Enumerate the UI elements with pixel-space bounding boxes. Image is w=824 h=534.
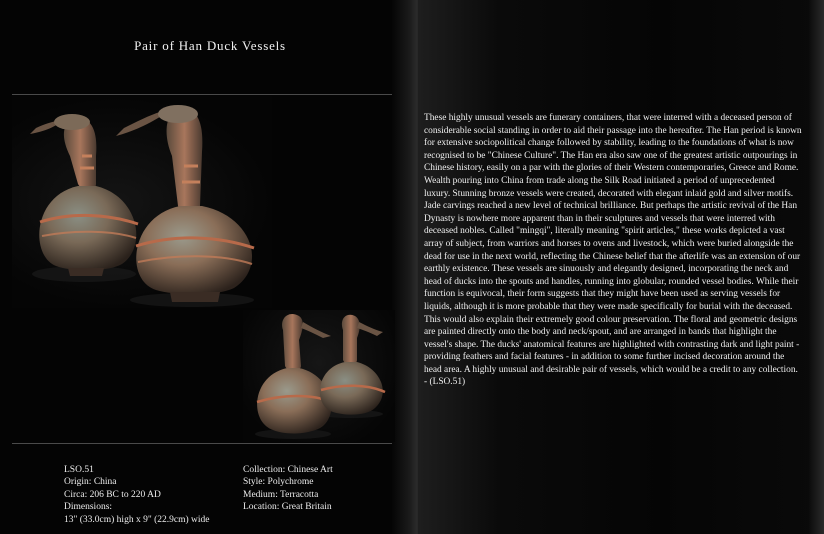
item-collection: Collection: Chinese Art [243,465,333,475]
front-duck-vessel [257,314,331,434]
small-duck-vessel [30,114,138,276]
page-title: Pair of Han Duck Vessels [134,38,286,53]
vessels-photo-inset [243,310,395,442]
duck-vessels-inset-illustration [243,310,395,442]
description-text: These highly unusual vessels are funerary containers, that were interred with a deceased person of considerable social standing in order to aid their passage into the hereafter. The Han period is known for extensive sociopolitical change followed by stability, leading to the foundations of what is now recognised to be "Chinese Culture". The Han era also saw one of the greatest artistic outpourings in Chinese history, easily on a par with the glories of their Western contemporaries, Greece and Rome. Wealth pouring into China from trade along the Silk Road initiated a period of unprecedented luxury. Stunning bronze vessels were created, decorated with elegant inlaid gold and silver motifs. Jade carvings reached a new level of technical brilliance. But perhaps the artistic revival of the Han Dynasty is nowhere more apparent than in their sculptures and vessels that were interred with deceased nobles. Called "mingqi", literally meaning "spirit articles," these works depicted a vast array of subject, from warriors and horses to ovens and livestock, which were buried alongside the dead for use in the next world, reflecting the Chinese belief that the afterlife was an extension of our earthly existence. These vessels are sinuously and elegantly designed, incorporating the neck and head of ducks into the spouts and handles, running into globular, rounded vessel bodies. While their function is equivocal, their form suggests that they might have been used as serving vessels for liquids, although it is more probable that they were made specifically for burial with the deceased. This would also explain their extremely good colour preservation. The floral and geometric designs are painted directly onto the body and neck/spout, and are arranged in bands that highlight the vessel's shape. The ducks' anatomical features are highlighted with contrasting dark and light paint - providing feathers and facial features - in addition to some further incised decoration around the head area. A highly unusual and desirable pair of vessels, which would be a credit to any collection. - (LSO.51) [424,113,802,388]
divider-bottom [12,443,392,444]
item-dimensions-label: Dimensions: [64,502,113,513]
duck-vessels-illustration [12,96,272,308]
item-reference: LSO.51 [64,465,94,475]
item-style: Style: Polychrome [243,477,314,488]
back-duck-vessel [320,315,385,415]
page-edge-shade [808,0,824,534]
details-column-left [64,464,209,526]
divider-top [12,94,392,95]
item-location: Location: Great Britain [243,502,332,513]
vessels-photo-main [12,96,272,308]
item-origin: Origin: China [64,477,117,488]
item-medium: Medium: Terracotta [243,489,319,500]
large-duck-vessel [116,105,254,302]
item-circa: Circa: 206 BC to 220 AD [64,489,161,500]
item-dimensions-value: 13" (33.0cm) high x 9" (22.9cm) wide [64,514,210,525]
details-column-right [243,464,333,514]
